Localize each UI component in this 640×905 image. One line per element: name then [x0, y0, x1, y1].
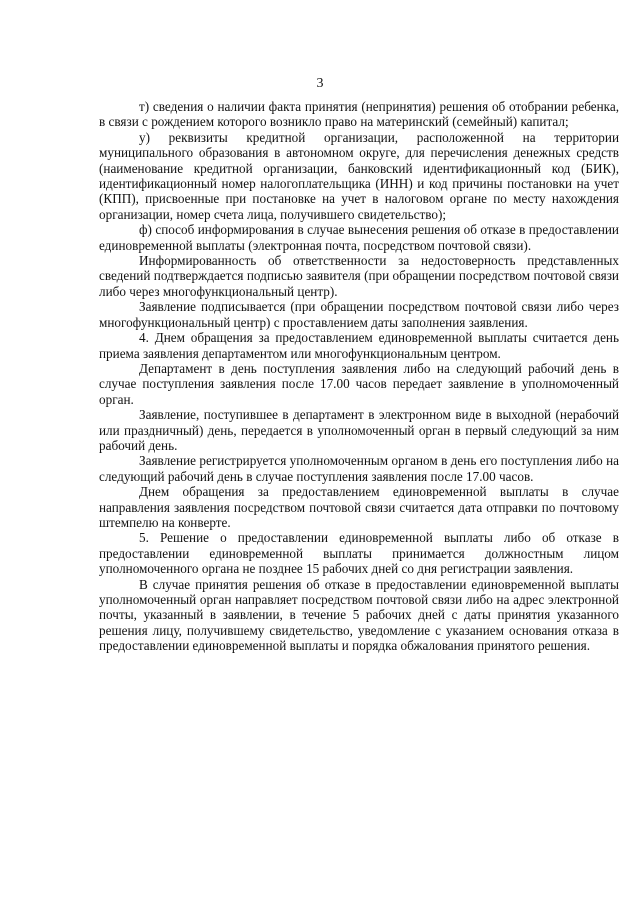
paragraph-electronic-holiday: Заявление, поступившее в департамент в электронном виде в выходной (нерабочий или праздничный) день, передается в уполномоченный орган в первый следующий за ним рабочий день.	[99, 407, 619, 453]
paragraph-section-4: 4. Днем обращения за предоставлением единовременной выплаты считается день приема заявления департаментом или многофункциональным центром.	[99, 330, 619, 361]
paragraph-section-5: 5. Решение о предоставлении единовременной выплаты либо об отказе в предоставлении единовременной выплаты принимается должностным лицом уполномоченного органа не позднее 15 рабочих дней со дня регистрации заявления.	[99, 530, 619, 577]
paragraph-signature: Заявление подписывается (при обращении посредством почтовой связи либо через многофункциональный центр) с проставлением даты заполнения заявления.	[99, 299, 619, 330]
document-body	[99, 99, 619, 654]
paragraph-refusal-notice: В случае принятия решения об отказе в предоставлении единовременной выплаты уполномоченный орган направляет посредством почтовой связи либо на адрес электронной почты, указанный в заявлении, в течение 5 рабочих дней с даты принятия указанного решения лицу, получившему свидетельство, уведомление с указанием основания отказа в предоставлении единовременной выплаты и порядка обжалования принятого решения.	[99, 576, 619, 654]
page-number: 3	[316, 76, 324, 91]
paragraph-f-item: ф) способ информирования в случае вынесения решения об отказе в предоставлении единовременной выплаты (электронная почта, посредством почтовой связи).	[99, 222, 619, 253]
paragraph-t-item: т) сведения о наличии факта принятия (непринятия) решения об отобрании ребенка, в связи с рождением которого возникло право на материнский (семейный) капитал;	[99, 99, 619, 130]
paragraph-department-transfer: Департамент в день поступления заявления либо на следующий рабочий день в случае поступления заявления после 17.00 часов передает заявление в уполномоченный орган.	[99, 360, 619, 407]
paragraph-registration: Заявление регистрируется уполномоченным органом в день его поступления либо на следующий рабочий день в случае поступления заявления после 17.00 часов.	[99, 453, 619, 484]
paragraph-postal-date: Днем обращения за предоставлением единовременной выплаты в случае направления заявления посредством почтовой связи считается дата отправки по почтовому штемпелю на конверте.	[99, 484, 619, 530]
paragraph-responsibility: Информированность об ответственности за недостоверность представленных сведений подтверждается подписью заявителя (при обращении посредством почтовой связи либо через многофункциональный центр).	[99, 253, 619, 299]
paragraph-u-item: у) реквизиты кредитной организации, расположенной на территории муниципального образования в автономном округе, для перечисления денежных средств (наименование кредитной организации, банковский идентификационный код (БИК), идентификационный номер налогоплательщика (ИНН) и код причины постановки на учет (КПП), присвоенные при постановке на учет в налоговом органе по месту нахождения организации, номер счета лица, получившего свидетельство);	[99, 129, 619, 222]
